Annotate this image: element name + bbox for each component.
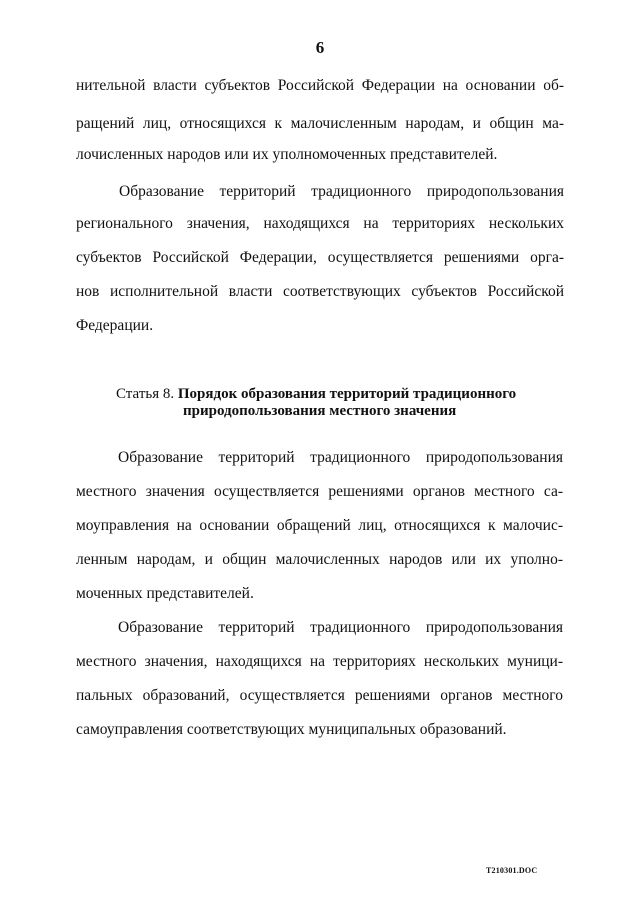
- text-line: нов исполнительной власти соответствующих субъектов Российской: [76, 283, 564, 300]
- text-line: Федерации.: [76, 317, 154, 334]
- text-line: моченных представителей.: [76, 585, 254, 602]
- text-line: нительной власти субъектов Российской Федерации на основании об-: [76, 77, 564, 94]
- text-line: регионального значения, находящихся на территориях нескольких: [76, 215, 564, 232]
- article-title: Порядок образования территорий традиционного: [177, 386, 517, 402]
- text-line: Образование территорий традиционного природопользования: [118, 619, 563, 636]
- text-line: субъектов Российской Федерации, осуществляется решениями орга-: [76, 249, 564, 266]
- text-line: Образование территорий традиционного природопользования: [118, 449, 563, 466]
- text-line: самоуправления соответствующих муниципальных образований.: [76, 721, 507, 738]
- article-title-continued: природопользования местного значения: [183, 403, 457, 419]
- text-line: пальных образований, осуществляется решениями органов местного: [76, 687, 563, 704]
- text-line: местного значения, находящихся на территориях нескольких муници-: [76, 653, 563, 670]
- article-heading-line-2: [183, 402, 456, 420]
- text-line: лочисленных народов или их уполномоченных представителей.: [76, 146, 498, 163]
- text-line: местного значения осуществляется решениями органов местного са-: [76, 483, 563, 500]
- footer-file-code: T210301.DOC: [486, 866, 538, 875]
- text-line: Образование территорий традиционного природопользования: [119, 183, 564, 200]
- text-line: ращений лиц, относящихся к малочисленным народам, и общин ма-: [76, 115, 564, 132]
- article-label: Статья 8.: [116, 386, 175, 402]
- article-heading-line-1: [116, 385, 516, 403]
- page-number: 6: [315, 38, 325, 57]
- text-line: моуправления на основании обращений лиц, относящихся к малочис-: [76, 517, 563, 534]
- text-line: ленным народам, и общин малочисленных народов или их уполно-: [76, 551, 563, 568]
